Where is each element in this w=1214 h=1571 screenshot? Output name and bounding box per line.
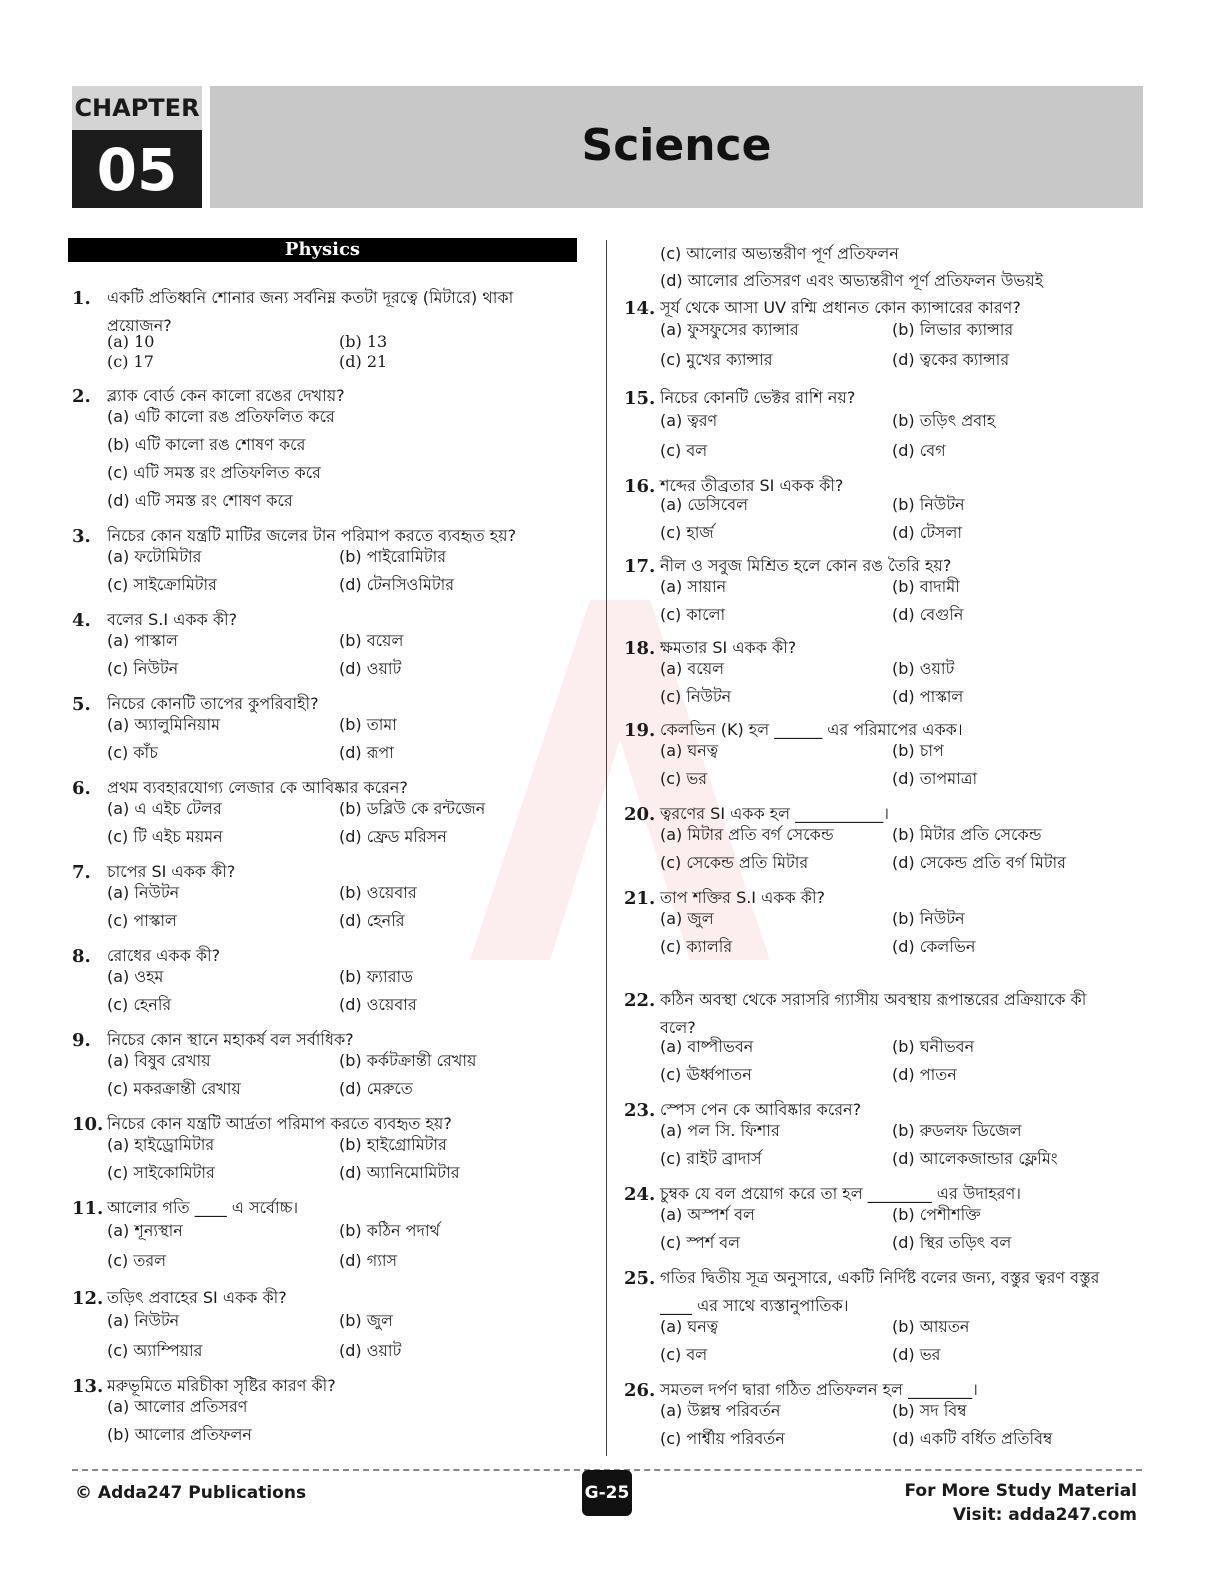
answer-option: (a) ঘনত্ব (660, 1317, 719, 1336)
answer-option: (b) জুল (339, 1311, 393, 1330)
answer-option: (a) মিটার প্রতি বর্গ সেকেন্ড (660, 825, 834, 844)
question-text: ব্ল্যাক বোর্ড কেন কালো রঙের দেখায়? (107, 386, 345, 405)
answer-option: (a) হাইড্রোমিটার (107, 1135, 215, 1154)
question-number: 7. (72, 862, 91, 883)
answer-option: (b) পাইরোমিটার (339, 547, 447, 566)
page-title: Science (581, 120, 772, 171)
answer-option: (b) চাপ (892, 741, 944, 760)
question-text: নিচের কোনটি তাপের কুপরিবাহী? (107, 694, 319, 713)
answer-option: (d) সেকেন্ড প্রতি বর্গ মিটার (892, 853, 1066, 872)
question-number: 1. (72, 288, 91, 309)
answer-option: (b) বয়েল (339, 631, 404, 650)
question-text: রোধের একক কী? (107, 946, 221, 965)
question-text: কঠিন অবস্থা থেকে সরাসরি গ্যাসীয় অবস্থায় রূপান্তরের প্রক্রিয়াকে কী বলে? (660, 990, 1087, 1037)
answer-option: (a) ফুসফুসের ক্যান্সার (660, 320, 799, 339)
question-number: 25. (624, 1268, 656, 1289)
question-text: বলের S.I একক কী? (107, 610, 238, 629)
answer-option: (c) কালো (660, 605, 726, 624)
answer-option: (c) অ্যাম্পিয়ার (107, 1341, 203, 1360)
answer-option: (d) মেরুতে (339, 1079, 413, 1098)
copyright-text: © Adda247 Publications (75, 1483, 307, 1503)
question-number: 20. (624, 804, 656, 825)
question-number: 6. (72, 778, 91, 799)
answer-option: (b) আয়তন (892, 1317, 970, 1336)
answer-option: (a) বয়েল (660, 659, 725, 678)
question-number: 24. (624, 1184, 656, 1205)
answer-option: (d) টেনসিওমিটার (339, 575, 455, 594)
question-text: ক্ষমতার SI একক কী? (660, 638, 797, 657)
question-number: 14. (624, 298, 656, 319)
answer-option: (d) পাতন (892, 1065, 957, 1084)
question-number: 21. (624, 888, 656, 909)
answer-option: (b) হাইগ্রোমিটার (339, 1135, 447, 1154)
answer-option: (c) নিউটন (660, 687, 732, 706)
answer-option: (c) পাস্কাল (107, 911, 177, 930)
answer-option: (c) হার্জ (660, 523, 714, 542)
answer-option: (c) ঊর্ধ্বপাতন (660, 1065, 752, 1084)
question-number: 12. (72, 1288, 104, 1309)
question-text: গতির দ্বিতীয় সূত্র অনুসারে, একটি নির্দিষ্ট বলের জন্য, বস্তুর ত্বরণ বস্তুর ____ এর সাথে ব্যস্তানুপাতিক। (660, 1268, 1100, 1315)
answer-option: (b) রুডলফ ডিজেল (892, 1121, 1022, 1140)
question-text: তড়িৎ প্রবাহের SI একক কী? (107, 1288, 287, 1307)
question-number: 26. (624, 1380, 656, 1401)
answer-option: (a) শূন্যস্থান (107, 1221, 183, 1240)
answer-option: (b) ওয়েবার (339, 883, 417, 902)
answer-option: (b) পেশীশক্তি (892, 1205, 981, 1224)
answer-option: (b) তড়িৎ প্রবাহ (892, 411, 996, 430)
answer-option: (b) ঘনীভবন (892, 1037, 975, 1056)
answer-option: (b) ডব্লিউ কে রন্টজেন (339, 799, 486, 818)
answer-option: (c) সাইক্রোমিটার (107, 575, 217, 594)
answer-option: (b) ফ্যারাড (339, 967, 413, 986)
question-text: ত্বরণের SI একক হল ___________। (660, 804, 889, 823)
answer-option: (b) কর্কটক্রান্তী রেখায় (339, 1051, 477, 1070)
chapter-label: CHAPTER (72, 86, 202, 130)
answer-option: (d) স্থির তড়িৎ বল (892, 1233, 1012, 1252)
answer-option: (c) স্পর্শ বল (660, 1233, 741, 1252)
question-number: 13. (72, 1376, 104, 1397)
question-number: 15. (624, 388, 656, 409)
answer-option: (d) হেনরি (339, 911, 405, 930)
answer-option: (a) অ্যালুমিনিয়াম (107, 715, 220, 734)
answer-option: (c) টি এইচ ময়মন (107, 827, 223, 846)
page-number: G-25 (582, 1470, 632, 1516)
answer-option: (c) বল (660, 1345, 708, 1364)
answer-option: (b) আলোর প্রতিফলন (107, 1425, 252, 1444)
answer-option: (c) মকরক্রান্তী রেখায় (107, 1079, 241, 1098)
question-text: তাপ শক্তির S.I একক কী? (660, 888, 826, 907)
promo-line-2: Visit: adda247.com (952, 1505, 1137, 1525)
answer-option: (a) জুল (660, 909, 714, 928)
answer-option: (a) উল্লম্ব পরিবর্তন (660, 1401, 781, 1420)
answer-option: (b) লিভার ক্যান্সার (892, 320, 1014, 339)
question-text: মরুভূমিতে মরিচীকা সৃষ্টির কারণ কী? (107, 1376, 336, 1395)
answer-option: (a) ফটোমিটার (107, 547, 202, 566)
answer-option: (b) 13 (339, 332, 388, 351)
question-number: 2. (72, 386, 91, 407)
question-text: স্পেস পেন কে আবিষ্কার করেন? (660, 1100, 862, 1119)
answer-option: (a) 10 (107, 332, 155, 351)
answer-option: (c) ভর (660, 769, 708, 788)
answer-option: (a) আলোর প্রতিসরণ (107, 1397, 248, 1416)
answer-option: (a) বাষ্পীভবন (660, 1037, 754, 1056)
answer-option: (a) নিউটন (107, 883, 180, 902)
question-text: একটি প্রতিধ্বনি শোনার জন্য সর্বনিম্ন কতটা দূরত্বে (মিটারে) থাকা প্রয়োজন? (107, 288, 514, 335)
question-number: 22. (624, 990, 656, 1011)
answer-option: (b) ওয়াট (892, 659, 955, 678)
answer-option: (d) এটি সমস্ত রং শোষণ করে (107, 491, 293, 510)
answer-option: (d) বেগুনি (892, 605, 964, 624)
question-text: নিচের কোন স্থানে মহাকর্ষ বল সর্বাধিক? (107, 1030, 354, 1049)
answer-option: (d) ওয়েবার (339, 995, 417, 1014)
answer-option: (d) আলেকজান্ডার ফ্লেমিং (892, 1149, 1058, 1168)
answer-option: (a) নিউটন (107, 1311, 180, 1330)
answer-option: (c) বল (660, 441, 708, 460)
answer-option: (a) এ এইচ টেলর (107, 799, 222, 818)
question-text: নিচের কোন যন্ত্রটি আর্দ্রতা পরিমাপ করতে ব্যবহৃত হয়? (107, 1114, 452, 1133)
answer-option: (d) অ্যানিমোমিটার (339, 1163, 460, 1182)
question-number: 3. (72, 526, 91, 547)
answer-option: (c) রাইট ব্রাদার্স (660, 1149, 762, 1168)
answer-option: (d) 21 (339, 352, 388, 371)
question-number: 11. (72, 1198, 104, 1219)
answer-option: (c) নিউটন (107, 659, 179, 678)
answer-option: (c) সেকেন্ড প্রতি মিটার (660, 853, 809, 872)
answer-option: (d) ত্বকের ক্যান্সার (892, 350, 1010, 369)
question-text: চুম্বক যে বল প্রয়োগ করে তা হল ________ এর উদাহরণ। (660, 1184, 1021, 1203)
answer-option: (a) পল সি. ফিশার (660, 1121, 780, 1140)
answer-option: (a) ডেসিবেল (660, 495, 749, 514)
answer-option: (a) বিষুব রেখায় (107, 1051, 211, 1070)
answer-option: (a) ওহম (107, 967, 164, 986)
question-number: 16. (624, 476, 656, 497)
answer-option: (d) কেলভিন (892, 937, 976, 956)
answer-option: (a) পাস্কাল (107, 631, 178, 650)
answer-option: (c) পার্শ্বীয় পরিবর্তন (660, 1429, 785, 1448)
question-text: কেলভিন (K) হল ______ এর পরিমাপের একক। (660, 720, 963, 739)
question-number: 5. (72, 694, 91, 715)
answer-option: (b) বাদামী (892, 577, 960, 596)
answer-option: (d) গ্যাস (339, 1251, 398, 1270)
answer-option: (d) টেসলা (892, 523, 963, 542)
answer-option: (c) ক্যালরি (660, 937, 733, 956)
answer-option: (d) ভর (892, 1345, 941, 1364)
answer-option: (b) কঠিন পদার্থ (339, 1221, 440, 1240)
answer-option: (a) ত্বরণ (660, 411, 718, 430)
question-text: নিচের কোনটি ভেক্টর রাশি নয়? (660, 388, 856, 407)
answer-option: (d) রূপা (339, 743, 394, 762)
question-text: শব্দের তীব্রতার SI একক কী? (660, 476, 844, 495)
answer-option: (c) তরল (107, 1251, 167, 1270)
question-number: 8. (72, 946, 91, 967)
answer-option: (d) বেগ (892, 441, 946, 460)
answer-option: (a) ঘনত্ব (660, 741, 719, 760)
chapter-number: 05 (72, 130, 202, 208)
question-text: নিচের কোন যন্ত্রটি মাটির জলের টান পরিমাপ করতে ব্যবহৃত হয়? (107, 526, 517, 545)
question-number: 23. (624, 1100, 656, 1121)
answer-option: (c) সাইকোমিটার (107, 1163, 215, 1182)
answer-option: (d) একটি বর্ধিত প্রতিবিম্ব (892, 1429, 1053, 1448)
answer-option: (b) নিউটন (892, 909, 965, 928)
answer-option: (c) হেনরি (107, 995, 172, 1014)
answer-option: (b) সদ বিম্ব (892, 1401, 967, 1420)
question-text: সূর্য থেকে আসা UV রশ্মি প্রধানত কোন ক্যান্সারের কারণ? (660, 298, 1021, 317)
answer-option: (a) সায়ান (660, 577, 727, 596)
question-text: চাপের SI একক কী? (107, 862, 236, 881)
question-text: প্রথম ব্যবহারযোগ্য লেজার কে আবিষ্কার করেন? (107, 778, 408, 797)
promo-line-1: For More Study Material (904, 1481, 1137, 1501)
question-text: আলোর গতি ____ এ সর্বোচ্চ। (107, 1198, 299, 1217)
title-band (210, 86, 1143, 208)
answer-option: (d) ওয়াট (339, 659, 402, 678)
promo-text (904, 1479, 1137, 1527)
answer-option: (c) এটি সমস্ত রং প্রতিফলিত করে (107, 463, 321, 482)
answer-option: (b) নিউটন (892, 495, 965, 514)
answer-option: (d) ওয়াট (339, 1341, 402, 1360)
answer-option: (c) আলোর অভ্যন্তরীণ পূর্ণ প্রতিফলন (660, 244, 899, 263)
question-text: সমতল দর্পণ দ্বারা গঠিত প্রতিফলন হল ________। (660, 1380, 978, 1399)
answer-option: (b) তামা (339, 715, 397, 734)
answer-option: (b) মিটার প্রতি সেকেন্ড (892, 825, 1042, 844)
question-number: 4. (72, 610, 91, 631)
answer-option: (a) অস্পর্শ বল (660, 1205, 755, 1224)
question-text: নীল ও সবুজ মিশ্রিত হলে কোন রঙ তৈরি হয়? (660, 556, 952, 575)
section-heading: Physics (68, 238, 577, 262)
question-number: 10. (72, 1114, 104, 1135)
answer-option: (d) পাস্কাল (892, 687, 964, 706)
answer-option: (c) কাঁচ (107, 743, 158, 762)
answer-option: (c) মুখের ক্যান্সার (660, 350, 773, 369)
question-number: 9. (72, 1030, 91, 1051)
answer-option: (a) এটি কালো রঙ প্রতিফলিত করে (107, 407, 335, 426)
answer-option: (d) তাপমাত্রা (892, 769, 978, 788)
question-number: 18. (624, 638, 656, 659)
question-number: 17. (624, 556, 656, 577)
answer-option: (d) আলোর প্রতিসরণ এবং অভ্যন্তরীণ পূর্ণ প্রতিফলন উভয়ই (660, 271, 1044, 290)
answer-option: (c) 17 (107, 352, 154, 371)
answer-option: (b) এটি কালো রঙ শোষণ করে (107, 435, 306, 454)
question-number: 19. (624, 720, 656, 741)
answer-option: (d) ফ্রেড মরিসন (339, 827, 447, 846)
